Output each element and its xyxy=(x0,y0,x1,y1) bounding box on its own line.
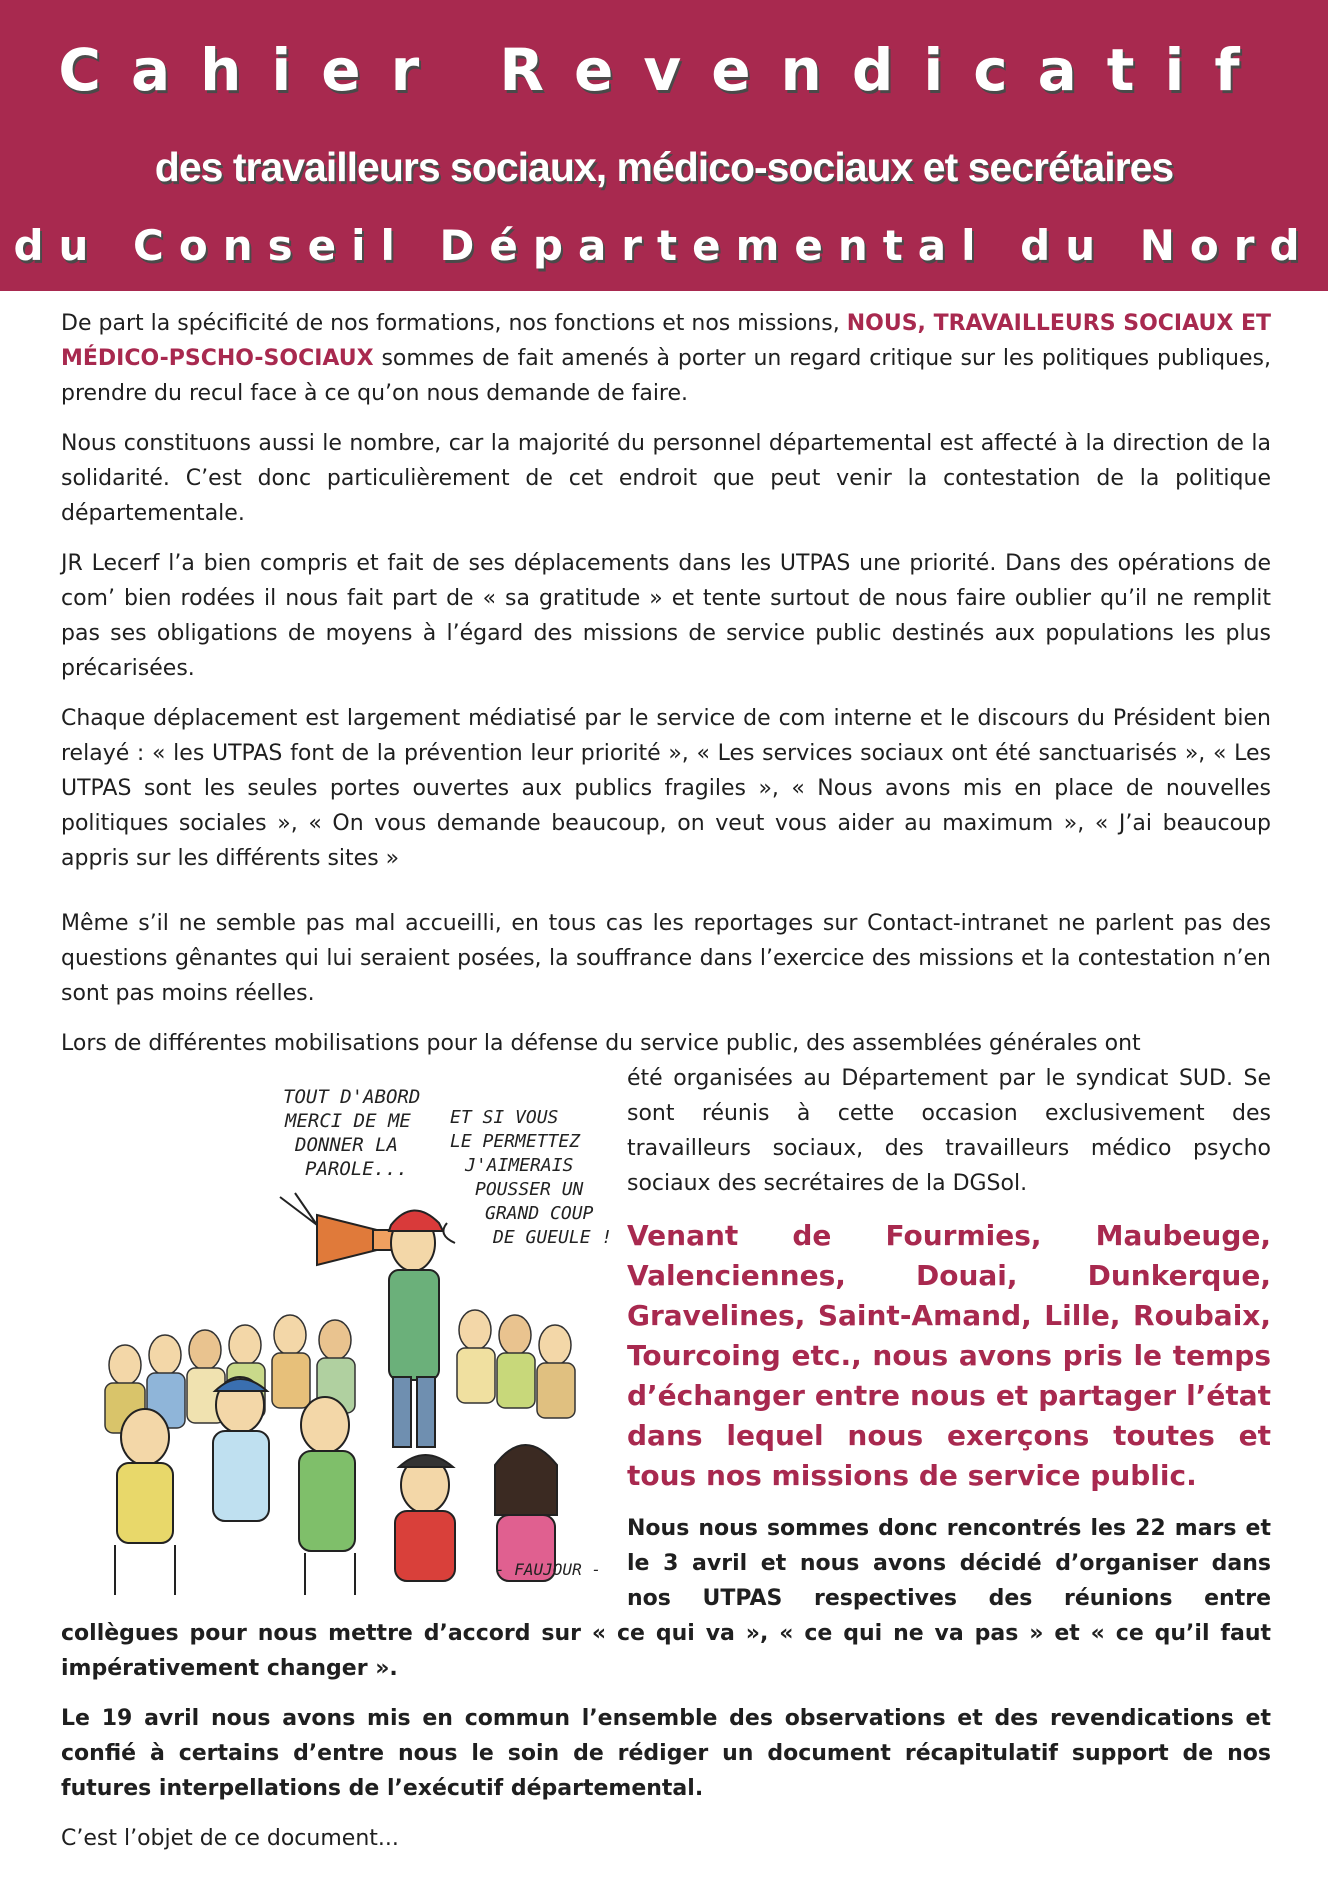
paragraph-closing: C’est l’objet de ce document... xyxy=(61,1826,399,1851)
svg-text:TOUT D'ABORD MERCI D xyxy=(283,1086,432,1180)
intro-text-a: De part la spécificité de nos formations, nos fonctions et nos missions, xyxy=(61,311,847,336)
paragraph-4: Chaque déplacement est largement médiatisé par le service de com interne et le discours du Président bien relayé : « les UTPAS font de la prévention leur priorité », « Les services sociaux ont été sanctuarisés », « Les UTPAS sont les seules portes ouvertes aux publics fragiles », « Nous avons mis en place de nouvelles politiques sociales », « On vous demande beaucoup, on veut vous aider au maximum », « J’ai beaucoup appris sur les différents sites » xyxy=(61,706,1271,871)
paragraph-7: Nous nous sommes donc rencontrés les 22 mars et le 3 avril et nous avons décidé d’organiser dans nos UTPAS respectives des réunions entre collègues pour nous mettre d’accord sur « ce qui va », « ce qui ne va pas » et « ce qu’il faut impérativement changer ». xyxy=(61,1516,1271,1681)
paragraph-2: Nous constituons aussi le nombre, car la majorité du personnel départemental est affecté à la direction de la solidarité. C’est donc particulièrement de cet endroit que peut venir la contestation de la politique départementale. xyxy=(61,431,1271,526)
paragraph-5: Même s’il ne semble pas mal accueilli, en tous cas les reportages sur Contact-intranet ne parlent pas des questions gênantes qui lui seraient posées, la souffrance dans l’exercice des missions et la contestation n’en sont pas moins réelles. xyxy=(61,911,1271,1006)
title-banner xyxy=(0,0,1328,291)
bubble1-line2: MERCI DE ME xyxy=(285,1110,411,1132)
paragraph-intro xyxy=(61,306,1271,411)
bubble2-line3: J'AIMERAIS xyxy=(465,1155,574,1176)
megaphone-icon xyxy=(317,1215,377,1265)
svg-text:ET SI VOUS LE PERMET xyxy=(450,1107,612,1248)
document-subtitle: des travailleurs sociaux, médico-sociaux et secrétaires xyxy=(154,144,1174,190)
cartoon-drawing xyxy=(55,1065,615,1601)
paragraph-6-rest: été organisées au Département par le syndicat SUD. Se sont réunis à cette occasion exclusivement des travailleurs sociaux, des travailleurs médico psycho sociaux des secrétaires de la DGSol. xyxy=(627,1066,1271,1196)
paragraph-3: JR Lecerf l’a bien compris et fait de ses déplacements dans les UTPAS une priorité. Dans des opérations de com’ bien rodées il nous fait part de « sa gratitude » et tente surtout de nous faire oublier qu’il ne remplit pas ses obligations de moyens à l’égard des missions de service public destinés aux populations les plus précarisées. xyxy=(61,551,1271,681)
cartoon-signature: - FAUJOUR - xyxy=(495,1560,601,1579)
intro-text-b: sommes de fait amenés à porter un regard critique sur les politiques publiques, prendre du recul face à ce qu’on nous demande de faire. xyxy=(61,346,1271,406)
intro-highlight: NOUS, TRAVAILLEURS SOCIAUX ET MÉDICO-PSCHO-SOCIAUX xyxy=(61,311,1272,371)
speech-bubble-2 xyxy=(443,1107,612,1248)
bubble1-line4: PAROLE... xyxy=(305,1158,408,1180)
bubble1-line1: TOUT D'ABORD xyxy=(283,1086,421,1108)
document-subtitle-2: du Conseil Départemental du Nord xyxy=(13,221,1315,270)
highlight-paragraph: Venant de Fourmies, Maubeuge, Valenciennes, Douai, Dunkerque, Gravelines, Saint-Amand, Lille, Roubaix, Tourcoing etc., nous avons pris le temps d’échanger entre nous et partager l’état dans lequel nous exerçons toutes et tous nos missions de service public. xyxy=(627,1219,1271,1492)
document-body xyxy=(61,306,1271,1871)
document-title: Cahier Revendicatif xyxy=(58,36,1270,104)
bubble2-line1: ET SI VOUS xyxy=(450,1107,559,1128)
bubble2-line4: POUSSER UN xyxy=(475,1179,584,1200)
speech-bubble-1 xyxy=(280,1086,432,1225)
bubble1-line3: DONNER LA xyxy=(295,1134,398,1156)
bubble2-line5: GRAND COUP xyxy=(485,1203,594,1224)
paragraph-8: Le 19 avril nous avons mis en commun l’ensemble des observations et des revendications et confié à certains d’entre nous le soin de rédiger un document récapitulatif support de nos futures interpellations de l’exécutif départemental. xyxy=(61,1706,1271,1801)
paragraph-6-intro: Lors de différentes mobilisations pour la défense du service public, des assemblées générales ont xyxy=(61,1031,1141,1056)
cartoon-illustration xyxy=(61,1061,621,1599)
bubble2-line6: DE GUEULE ! xyxy=(493,1227,613,1248)
bubble2-line2: LE PERMETTEZ xyxy=(450,1131,581,1152)
